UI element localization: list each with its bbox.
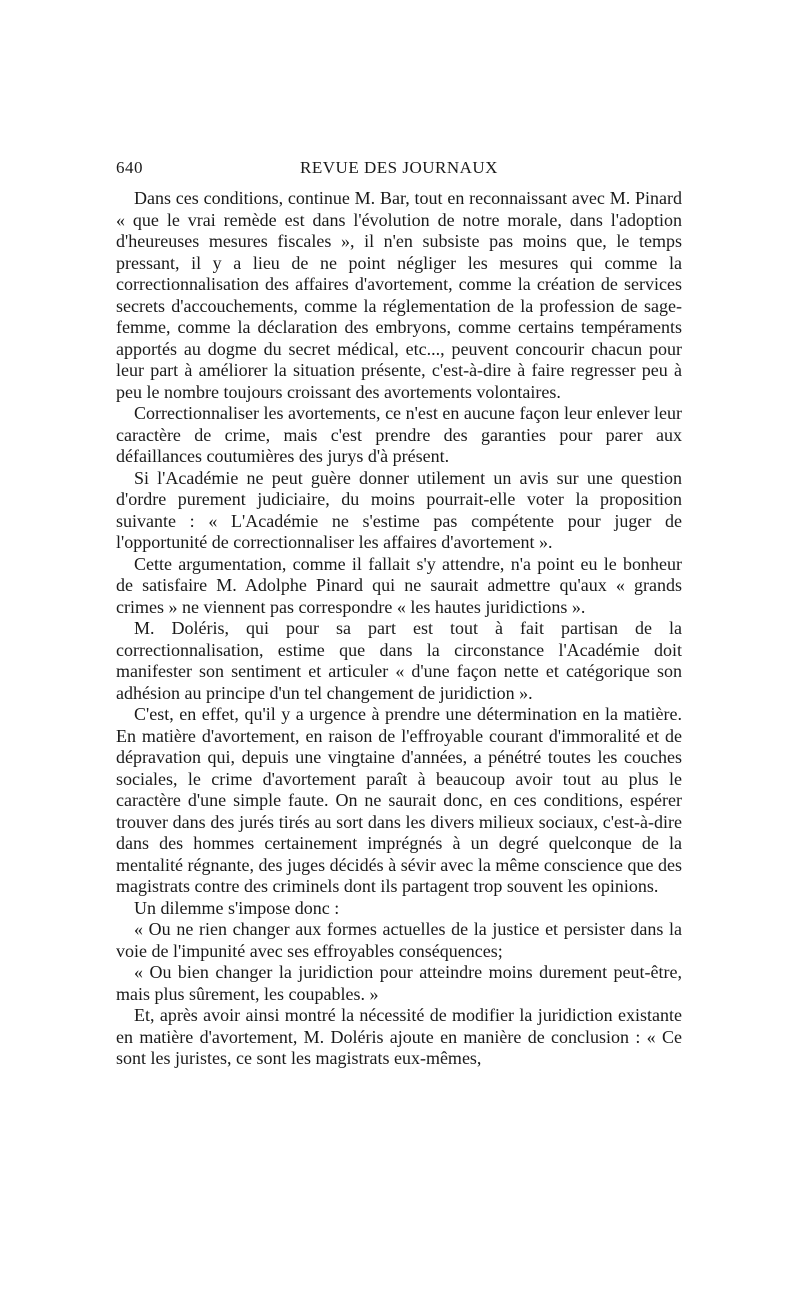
page-header — [116, 158, 682, 182]
paragraph: Cette argumentation, comme il fallait s'y attendre, n'a point eu le bonheur de satisfaire M. Adolphe Pinard qui ne saurait admettre qu'aux « grands crimes » ne viennent pas correspondre « les hautes juridictions ». — [116, 553, 682, 617]
paragraph: « Ou bien changer la juridiction pour atteindre moins durement peut-être, mais plus sûrement, les coupables. » — [116, 962, 682, 1004]
paragraph: Et, après avoir ainsi montré la nécessité de modifier la juridiction existante en matière d'avortement, M. Doléris ajoute en manière de conclusion : « Ce sont les juristes, ce sont les magistrats eux-mêmes, — [116, 1005, 682, 1068]
paragraph: Un dilemme s'impose donc : — [134, 897, 340, 918]
page-number: 640 — [116, 158, 143, 177]
paragraph: Correctionnaliser les avortements, ce n'est en aucune façon leur enlever leur caractère de crime, mais c'est prendre des garanties pour parer aux défaillances coutumières des jurys d'à présent. — [116, 403, 682, 466]
body-text — [116, 188, 682, 1070]
running-title: REVUE DES JOURNAUX — [300, 158, 498, 177]
paragraph: C'est, en effet, qu'il y a urgence à prendre une détermination en la matière. En matière d'avortement, en raison de l'effroyable courant d'immoralité et de dépravation qui, depuis une vingtaine d'années, a pénétré toutes les couches sociales, le crime d'avortement paraît à beaucoup avoir tout au plus le caractère d'une simple faute. On ne saurait donc, en ces conditions, espérer trouver dans des jurés tirés au sort dans les divers milieux sociaux, c'est-à-dire dans des hommes certainement imprégnés à un degré quelconque de la mentalité régnante, des juges décidés à sévir avec la même conscience que des magistrats contre des criminels dont ils partagent trop souvent les opinions. — [116, 704, 682, 896]
paragraph: « Ou ne rien changer aux formes actuelles de la justice et persister dans la voie de l'impunité avec ses effroyables conséquences; — [116, 919, 682, 961]
paragraph: Si l'Académie ne peut guère donner utilement un avis sur une question d'ordre purement judiciaire, du moins pourrait-elle voter la proposition suivante : « L'Académie ne s'estime pas compétente pour juger de l'opportunité de correctionnaliser les affaires d'avortement ». — [116, 467, 682, 552]
paragraph: M. Doléris, qui pour sa part est tout à fait partisan de la correctionnalisation, estime que dans la circonstance l'Académie doit manifester son sentiment et articuler « d'une façon nette et catégorique son adhésion au principe d'un tel changement de juridiction ». — [116, 618, 682, 703]
paragraph: Dans ces conditions, continue M. Bar, tout en reconnaissant avec M. Pinard « que le vrai remède est dans l'évolution de notre morale, dans l'adoption d'heureuses mesures fiscales », il n'en subsiste pas moins que, le temps pressant, il y a lieu de ne point négliger les mesures qui comme la correctionnalisation des affaires d'avortement, comme la création de services secrets d'accouchements, comme la réglementation de la profession de sage-femme, comme la déclaration des embryons, comme certains tempéraments apportés au dogme du secret médical, etc..., peuvent concourir chacun pour leur part à améliorer la situation présente, c'est-à-dire à faire regresser peu à peu le nombre toujours croissant des avortements volontaires. — [116, 188, 682, 402]
